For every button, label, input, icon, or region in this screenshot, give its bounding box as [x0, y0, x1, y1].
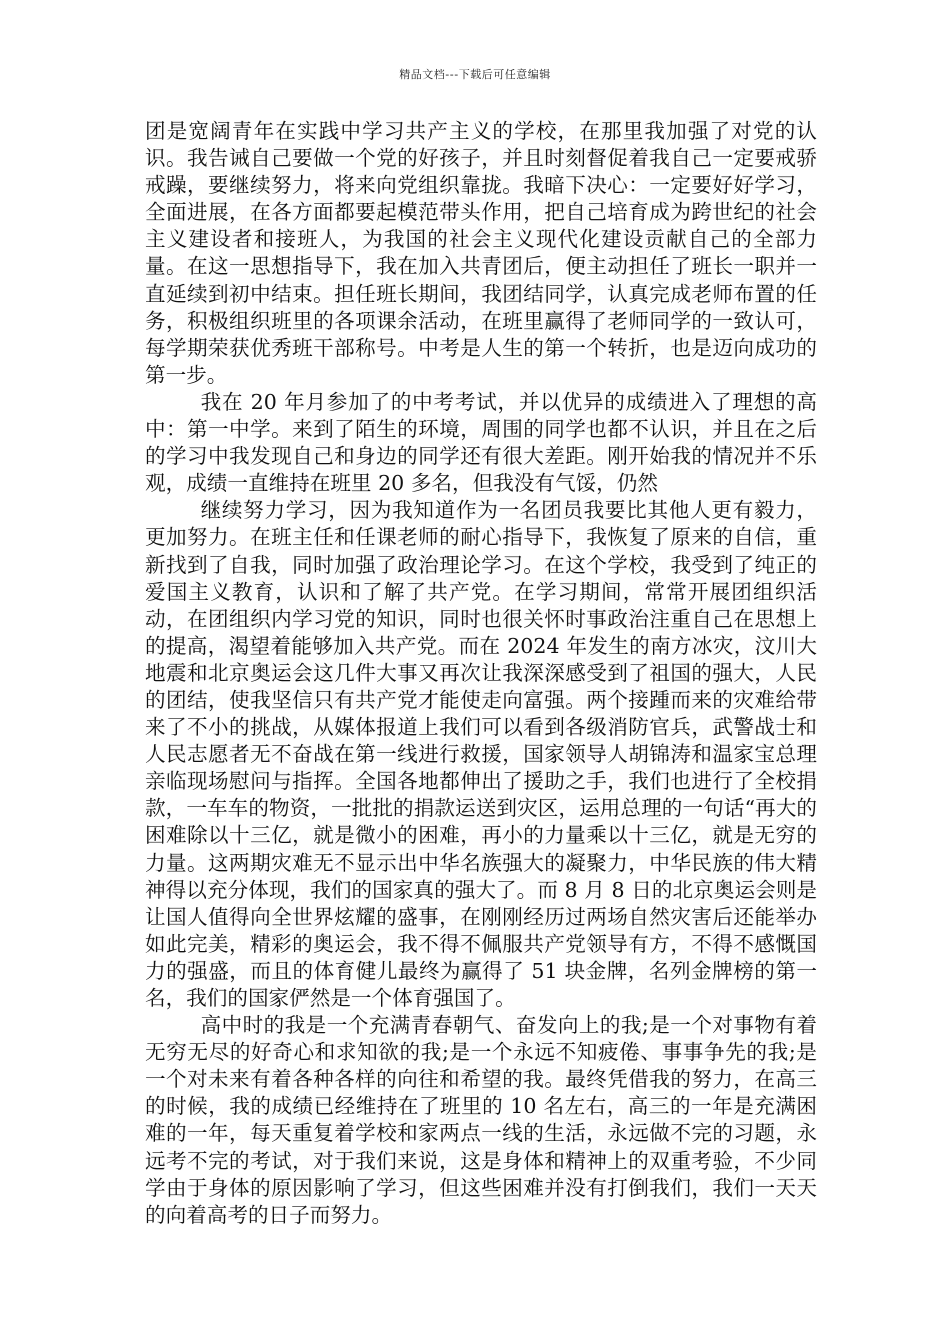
paragraph: 团是宽阔青年在实践中学习共产主义的学校，在那里我加强了对党的认识。我告诫自己要做一个党的好孩子，并且时刻督促着我自己一定要戒骄戒躁，要继续努力，将来向党组织靠拢。我暗下决心：一定要好好学习，全面进展，在各方面都要起模范带头作用，把自己培育成为跨世纪的社会主义建设者和接班人，为我国的社会主义现代化建设贡献自己的全部力量。在这一思想指导下，我在加入共青团后，便主动担任了班长一职并一直延续到初中结束。担任班长期间，我团结同学，认真完成老师布置的任务，积极组织班里的各项课余活动，在班里赢得了老师同学的一致认可，每学期荣获优秀班干部称号。中考是人生的第一个转折，也是迈向成功的第一步。 [145, 119, 817, 387]
paragraph: 我在 20 年月参加了的中考考试，并以优异的成绩进入了理想的高中：第一中学。来到了陌生的环境，周围的同学也都不认识，并且在之后的学习中我发现自己和身边的同学还有很大差距。刚开始我的情况并不乐观，成绩一直维持在班里 20 多名，但我没有气馁，仍然 [145, 389, 817, 496]
paragraph: 继续努力学习，因为我知道作为一名团员我要比其他人更有毅力，更加努力。在班主任和任课老师的耐心指导下，我恢复了原来的自信，重新找到了自我，同时加强了政治理论学习。在这个学校，我受到了纯正的爱国主义教育，认识和了解了共产党。在学习期间，常常开展团组织活动，在团组织内学习党的知识，同时也很关怀时事政治注重自己在思想上的提高，渴望着能够加入共产党。而在 2024 年发生的南方冰灾，汶川大地震和北京奥运会这几件大事又再次让我深深感受到了祖国的强大，人民的团结，使我坚信只有共产党才能使走向富强。两个接踵而来的灾难给带来了不小的挑战，从媒体报道上我们可以看到各级消防官兵，武警战士和人民志愿者无不奋战在第一线进行救援，国家领导人胡锦涛和温家宝总理亲临现场慰问与指挥。全国各地都伸出了援助之手，我们也进行了全校捐款，一车车的物资，一批批的捐款运送到灾区，运用总理的一句话“再大的困难除以十三亿，就是微小的困难，再小的力量乘以十三亿，就是无穷的力量。这两期灾难无不显示出中华名族强大的凝聚力，中华民族的伟大精神得以充分体现，我们的国家真的强大了。而 8 月 8 日的北京奥运会则是让国人值得向全世界炫耀的盛事，在刚刚经历过两场自然灾害后还能举办如此完美，精彩的奥运会，我不得不佩服共产党领导有方，不得不感慨国力的强盛，而且的体育健儿最终为赢得了 51 块金牌，名列金牌榜的第一名，我们的国家俨然是一个体育强国了。 [145, 498, 817, 1010]
paragraph: 高中时的我是一个充满青春朝气、奋发向上的我;是一个对事物有着无穷无尽的好奇心和求知欲的我;是一个永远不知疲倦、事事争先的我;是一个对未来有着各种各样的向往和希望的我。最终凭借我的努力，在高三的时候，我的成绩已经维持在了班里的 10 名左右，高三的一年是充满困难的一年，每天重复着学校和家两点一线的生活，永远做不完的习题，永远考不完的考试，对于我们来说，这是身体和精神上的双重考验，不少同学由于身体的原因影响了学习，但这些困难并没有打倒我们，我们一天天的向着高考的日子而努力。 [145, 1013, 817, 1227]
page-header: 精品文档---下载后可任意编辑 [399, 68, 551, 81]
document-body [145, 118, 817, 1229]
